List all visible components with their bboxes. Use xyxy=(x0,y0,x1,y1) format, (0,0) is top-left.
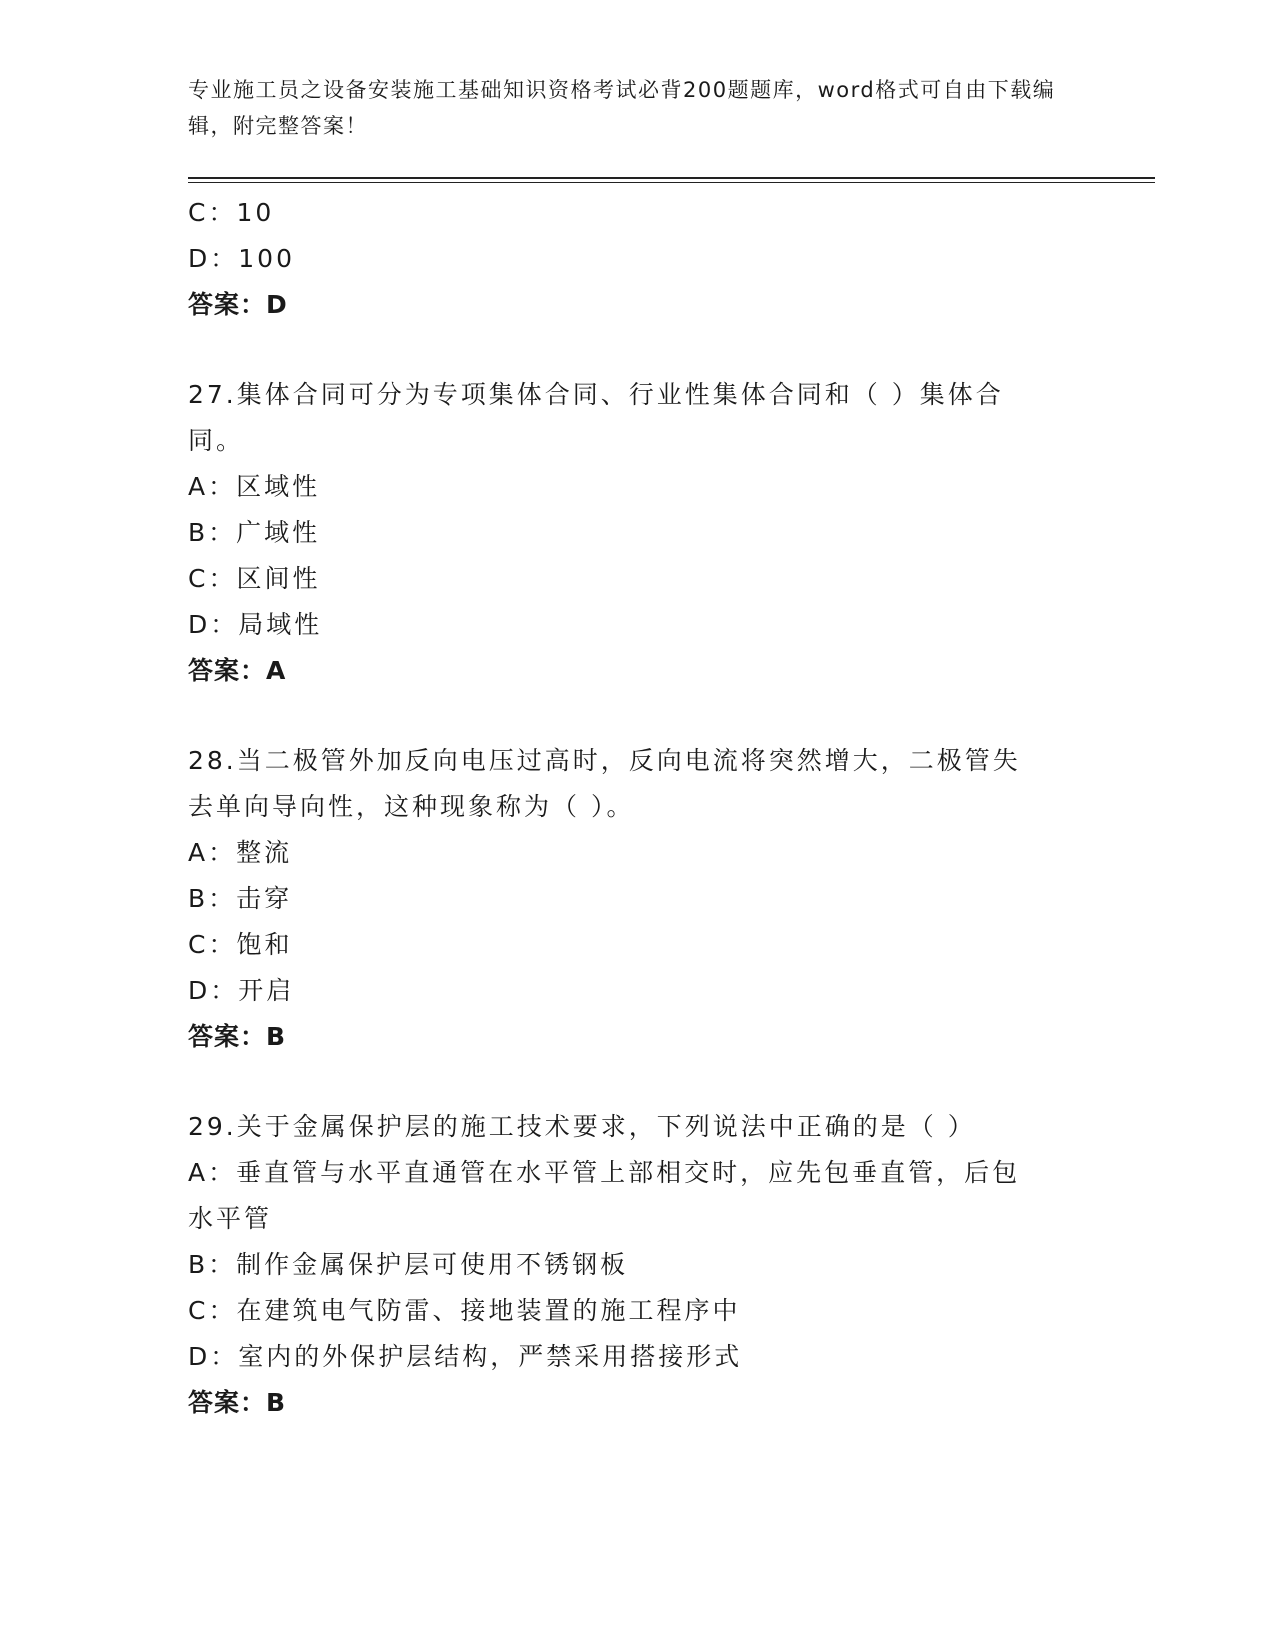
option-label: D： xyxy=(188,244,239,273)
option-text: 开启 xyxy=(238,976,295,1005)
answer-line: 答案：B xyxy=(188,1022,287,1051)
option-label: B： xyxy=(188,1250,237,1279)
option-c xyxy=(188,1288,1088,1334)
answer-line: 答案：B xyxy=(188,1388,287,1417)
option-label: D： xyxy=(188,610,239,639)
option-label: A： xyxy=(188,472,237,501)
option-label: C： xyxy=(188,198,237,227)
option-b xyxy=(188,510,1088,556)
option-d xyxy=(188,1334,1088,1380)
question-block-28 xyxy=(188,738,1088,1060)
question-block-27 xyxy=(188,372,1088,694)
question-block-partial xyxy=(188,190,1088,328)
option-c xyxy=(188,922,1088,968)
option-text: 100 xyxy=(238,244,295,273)
question-text: 29.关于金属保护层的施工技术要求，下列说法中正确的是（ ） xyxy=(188,1112,976,1141)
option-label: D： xyxy=(188,1342,239,1371)
option-c xyxy=(188,190,1088,236)
option-a xyxy=(188,830,1088,876)
option-text: 局域性 xyxy=(238,610,323,639)
question-content xyxy=(188,190,1088,1470)
option-a xyxy=(188,1150,1048,1242)
option-text: 整流 xyxy=(236,838,293,867)
option-label: C： xyxy=(188,564,237,593)
option-text: 10 xyxy=(236,198,275,227)
header-rule-thin xyxy=(188,182,1155,183)
answer-line: 答案：A xyxy=(188,656,287,685)
option-d xyxy=(188,968,1088,1014)
question-text: 28.当二极管外加反向电压过高时，反向电流将突然增大，二极管失去单向导向性，这种现象称为（ ）。 xyxy=(188,746,1021,821)
option-text: 区域性 xyxy=(236,472,321,501)
option-text: 室内的外保护层结构，严禁采用搭接形式 xyxy=(238,1342,743,1371)
option-text: 制作金属保护层可使用不锈钢板 xyxy=(236,1250,629,1279)
option-label: B： xyxy=(188,518,237,547)
answer-line: 答案：D xyxy=(188,290,288,319)
option-text: 在建筑电气防雷、接地装置的施工程序中 xyxy=(236,1296,741,1325)
document-header: 专业施工员之设备安装施工基础知识资格考试必背200题题库，word格式可自由下载编辑，附完整答案！ xyxy=(188,78,1056,138)
option-text: 击穿 xyxy=(236,884,293,913)
option-b xyxy=(188,876,1088,922)
option-label: C： xyxy=(188,1296,237,1325)
option-label: A： xyxy=(188,838,237,867)
option-d xyxy=(188,602,1088,648)
option-text: 垂直管与水平直通管在水平管上部相交时，应先包垂直管，后包水平管 xyxy=(188,1158,1021,1233)
question-block-29 xyxy=(188,1104,1088,1426)
option-text: 饱和 xyxy=(236,930,293,959)
option-label: C： xyxy=(188,930,237,959)
option-text: 区间性 xyxy=(236,564,321,593)
option-label: A： xyxy=(188,1158,237,1187)
option-a xyxy=(188,464,1088,510)
question-text: 27.集体合同可分为专项集体合同、行业性集体合同和（ ）集体合同。 xyxy=(188,380,1004,455)
option-text: 广域性 xyxy=(236,518,321,547)
option-label: D： xyxy=(188,976,239,1005)
option-d xyxy=(188,236,1088,282)
option-c xyxy=(188,556,1088,602)
option-b xyxy=(188,1242,1088,1288)
option-label: B： xyxy=(188,884,237,913)
header-rule-thick xyxy=(188,177,1155,179)
